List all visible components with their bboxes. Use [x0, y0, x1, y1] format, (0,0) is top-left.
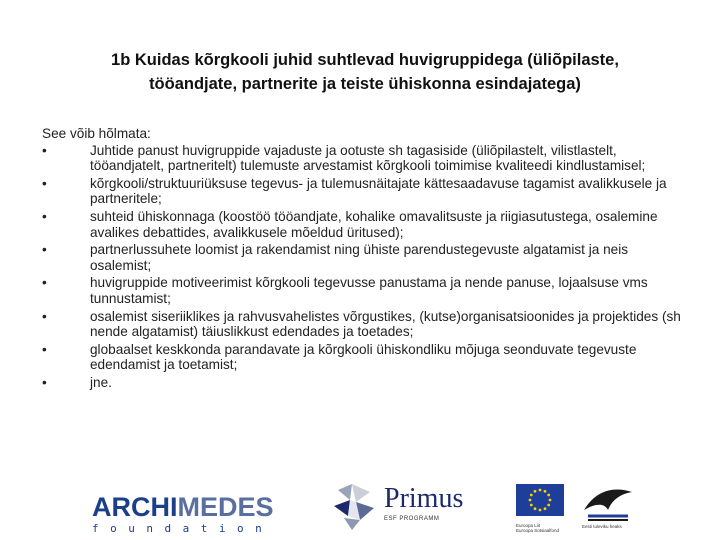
list-item [42, 375, 682, 391]
eu-logo [516, 484, 566, 534]
bullet-marker: • [42, 275, 47, 291]
estonia-logo [580, 480, 636, 534]
list-item-text: Juhtide panust huvigruppide vajaduste ja ootuste sh tagasiside (üliõpilastelt, vilistlastelt, tööandjatelt, partneritelt) tulemuste arvestamist kõrgkooli toimimise kvaliteedi kindlustamisel; [90, 142, 646, 174]
list-item [42, 309, 682, 340]
eu-caption: Euroopa Liit Euroopa Sotsiaalfond [516, 523, 560, 533]
bullet-marker: • [42, 341, 47, 357]
list-item-text: globaalset keskkonda parandavate ja kõrgkooli ühiskondliku mõjuga seonduvate tegevuste edendamist ja toetamist; [90, 341, 637, 373]
list-item-text: jne. [90, 374, 112, 390]
bullet-marker: • [42, 208, 47, 224]
list-item [42, 209, 682, 240]
list-item [42, 143, 682, 174]
primus-logo [384, 484, 463, 522]
primus-wordmark: Primus [384, 483, 464, 514]
swallow-icon [580, 480, 636, 522]
eu-flag-icon [516, 484, 564, 516]
primus-emblem-icon [330, 480, 378, 532]
bullet-marker: • [42, 242, 47, 258]
bullet-list [42, 143, 682, 391]
footer-logos [0, 474, 720, 540]
bullet-marker: • [42, 142, 47, 158]
list-item-text: suhteid ühiskonnaga (koostöö tööandjate, kohalike omavalitsuste ja riigiasutustega, osalemine avalikes debattides, avalikkusele mõeldud üritused); [90, 208, 658, 240]
list-item [42, 275, 682, 306]
bullet-marker: • [42, 374, 47, 390]
list-item [42, 242, 682, 273]
slide-title-line-2: tööandjate, partnerite ja teiste ühiskonna esindajatega) [149, 75, 581, 93]
slide-content [42, 126, 682, 393]
intro-text: See võib hõlmata: [42, 126, 151, 141]
archimedes-logo [92, 494, 322, 540]
estonia-caption: Eesti tuleviku heaks [582, 524, 622, 529]
list-item [42, 176, 682, 207]
slide-title [40, 48, 690, 96]
slide-title-line-1: 1b Kuidas kõrgkooli juhid suhtlevad huvigruppidega (üliõpilaste, [111, 51, 619, 69]
list-item [42, 342, 682, 373]
primus-subtitle: ESF PROGRAMM [384, 516, 440, 522]
list-item-text: partnerlussuhete loomist ja rakendamist ning ühiste parendustegevuste algatamist ja neis osalemist; [90, 242, 629, 273]
list-item-text: huvigruppide motiveerimist kõrgkooli tegevusse panustama ja nende panuse, lojaalsuse vms tunnustamist; [90, 275, 648, 306]
bullet-marker: • [42, 308, 47, 324]
list-item-text: osalemist siseriiklikes ja rahvusvahelistes võrgustikes, (kutse)organisatsioonides ja projektides (sh nende algatamist) täiuslikkust edendades ja toetades; [90, 308, 681, 340]
list-item-text: kõrgkooli/struktuuriüksuse tegevus- ja tulemusnäitajate kättesaadavuse tagamist avalikkusele ja partneritele; [90, 175, 667, 207]
archimedes-subtitle: foundation [92, 522, 274, 535]
bullet-marker: • [42, 175, 47, 191]
archimedes-wordmark: ARCHIMEDES [92, 492, 274, 522]
